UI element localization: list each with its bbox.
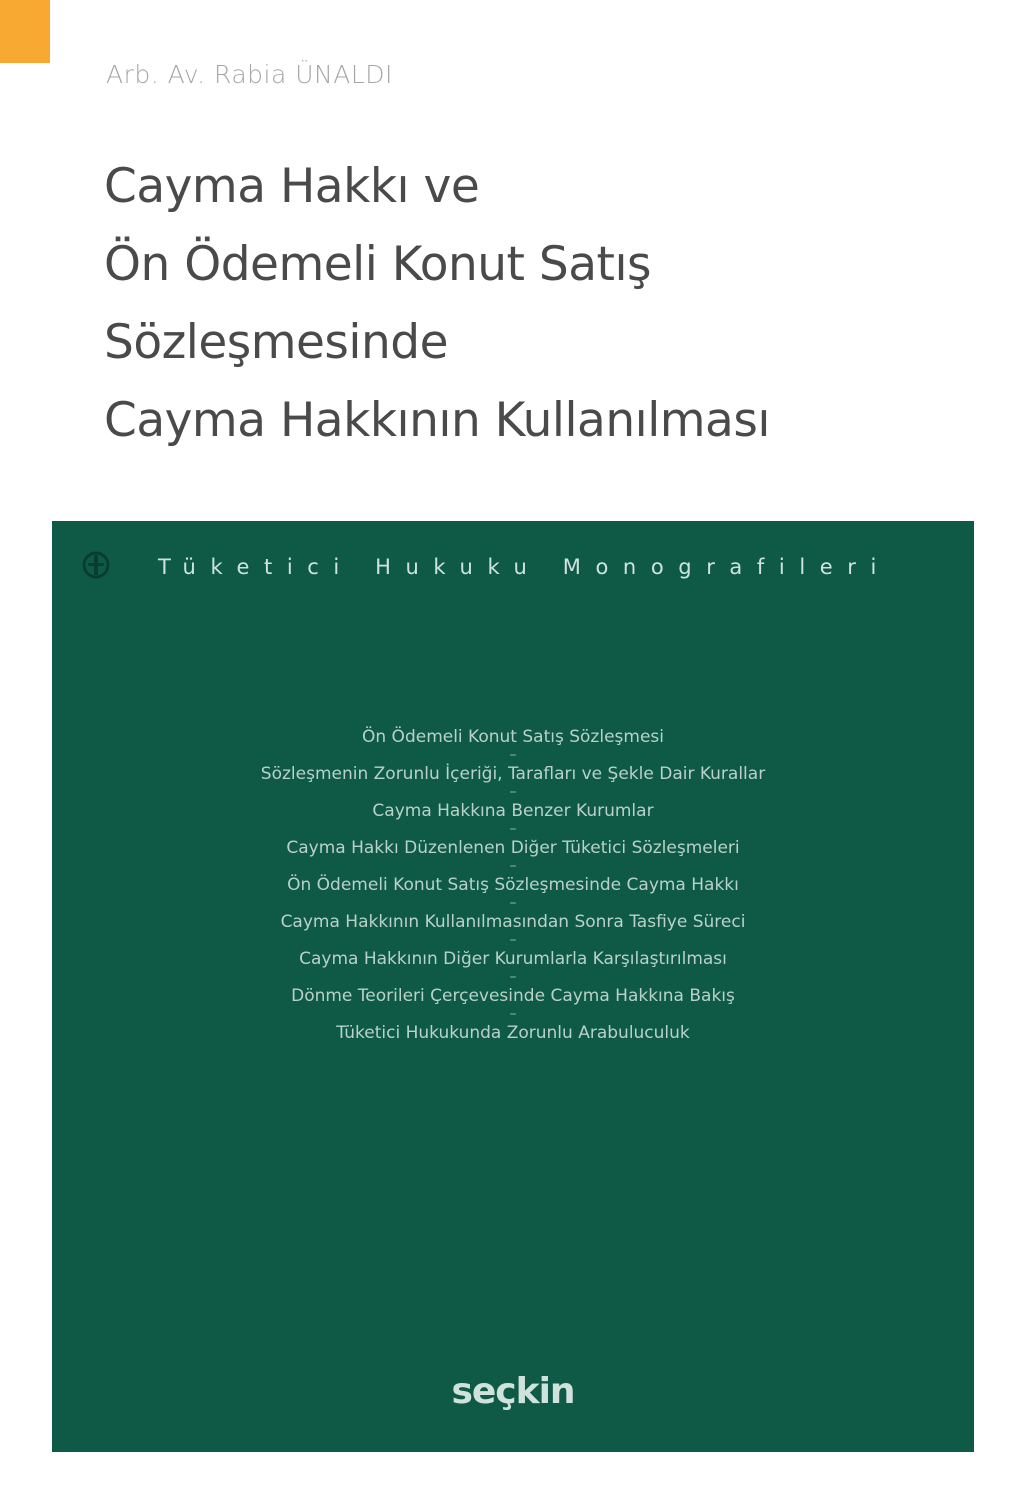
title-line-3: Sözleşmesinde: [104, 315, 449, 370]
topic-item: Cayma Hakkının Diğer Kurumlarla Karşılaştırılması: [299, 949, 727, 969]
corner-accent: [0, 0, 50, 63]
topic-separator: –: [509, 969, 517, 985]
topic-item: Dönme Teorileri Çerçevesinde Cayma Hakkına Bakış: [291, 986, 735, 1006]
topic-item: Cayma Hakkı Düzenlenen Diğer Tüketici Sözleşmeleri: [286, 838, 740, 858]
topic-item: Sözleşmenin Zorunlu İçeriği, Tarafları ve Şekle Dair Kurallar: [260, 764, 766, 784]
title-line-2: Ön Ödemeli Konut Satış: [104, 237, 652, 292]
topic-separator: –: [509, 1006, 517, 1022]
seal-icon: [82, 551, 110, 579]
topic-separator: –: [509, 858, 517, 874]
title-line-1: Cayma Hakkı ve: [104, 159, 480, 214]
topic-item: Tüketici Hukukunda Zorunlu Arabuluculuk: [336, 1023, 690, 1043]
publisher-logo: seçkin: [451, 1371, 575, 1412]
topic-item: Ön Ödemeli Konut Satış Sözleşmesi: [362, 727, 664, 747]
title-line-4: Cayma Hakkının Kullanılması: [104, 393, 770, 448]
topic-separator: –: [509, 747, 517, 763]
book-title: [104, 148, 984, 460]
topic-separator: –: [509, 895, 517, 911]
author-name: Arb. Av. Rabia ÜNALDI: [106, 60, 393, 89]
topic-item: Cayma Hakkına Benzer Kurumlar: [372, 801, 654, 821]
topic-item: Cayma Hakkının Kullanılmasından Sonra Tasfiye Süreci: [280, 912, 746, 932]
topic-separator: –: [509, 932, 517, 948]
topic-separator: –: [509, 821, 517, 837]
cover-panel: [52, 521, 974, 1452]
topic-list: [52, 724, 974, 1046]
topic-item: Ön Ödemeli Konut Satış Sözleşmesinde Cayma Hakkı: [287, 875, 739, 895]
topic-separator: –: [509, 784, 517, 800]
series-title: Tüketici Hukuku Monografileri: [158, 555, 891, 579]
